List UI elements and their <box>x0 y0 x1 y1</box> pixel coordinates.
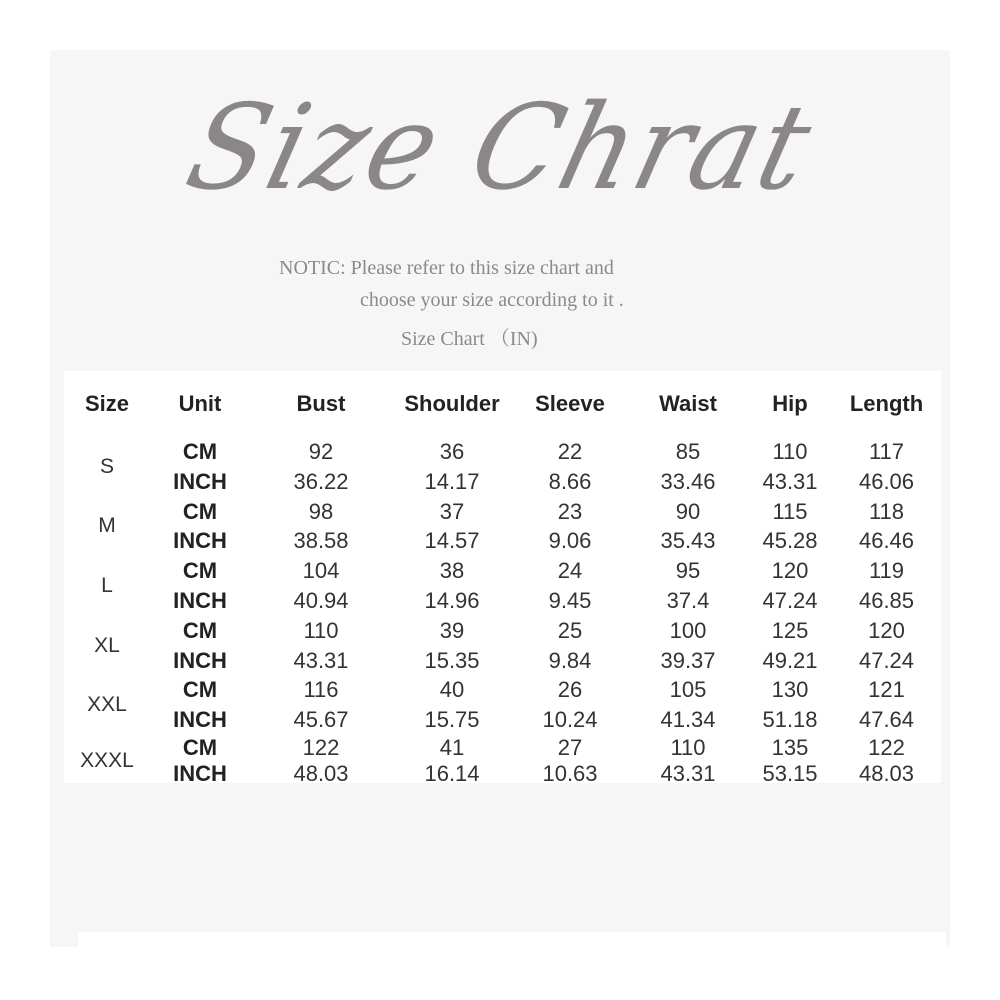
waist-cell: 100 <box>669 617 707 643</box>
shoulder-cell: 14.17 <box>424 468 480 494</box>
length-cell: 46.46 <box>858 528 915 554</box>
sleeve-cell: 23 <box>557 498 583 524</box>
unit-cell: CM <box>182 558 218 584</box>
header-shoulder: Shoulder <box>404 391 500 416</box>
table-row <box>64 675 941 705</box>
unit-cell: INCH <box>173 587 227 613</box>
shoulder-cell: 16.14 <box>424 760 480 786</box>
length-cell: 120 <box>868 617 905 643</box>
table-row <box>64 705 941 735</box>
waist-cell: 39.37 <box>660 647 716 673</box>
sleeve-cell: 22 <box>557 439 583 464</box>
waist-cell: 110 <box>670 734 706 760</box>
bust-cell: 45.67 <box>293 707 349 733</box>
waist-cell: 41.34 <box>660 707 716 733</box>
bottom-strip <box>78 932 946 947</box>
bust-cell: 116 <box>303 677 339 703</box>
table-row <box>64 761 941 787</box>
shoulder-cell: 14.96 <box>424 587 480 613</box>
sleeve-cell: 24 <box>557 558 583 584</box>
size-table-container <box>64 371 941 786</box>
waist-cell: 95 <box>675 558 701 584</box>
table-row <box>64 646 941 676</box>
unit-cell: INCH <box>173 468 227 494</box>
unit-cell: INCH <box>173 647 227 673</box>
size-table <box>64 371 941 787</box>
length-cell: 119 <box>868 558 905 584</box>
bust-cell: 38.58 <box>293 528 349 554</box>
size-cell: M <box>98 514 116 538</box>
sleeve-cell: 10.63 <box>542 760 598 786</box>
unit-cell: INCH <box>173 760 227 786</box>
length-cell: 47.24 <box>858 647 915 673</box>
waist-cell: 37.4 <box>666 587 710 613</box>
waist-cell: 105 <box>669 677 707 703</box>
header-unit: Unit <box>178 391 222 416</box>
unit-cell: INCH <box>173 707 227 733</box>
bust-cell: 98 <box>308 498 334 524</box>
bust-cell: 110 <box>303 617 339 643</box>
unit-cell: CM <box>182 734 218 760</box>
sleeve-cell: 26 <box>557 677 583 703</box>
table-caption: Size Chart （IN) <box>401 328 538 350</box>
sleeve-cell: 25 <box>557 617 583 643</box>
hip-cell: 43.31 <box>762 468 818 494</box>
table-row <box>64 526 941 556</box>
table-row <box>64 616 941 646</box>
size-cell: L <box>101 574 113 598</box>
bust-cell: 40.94 <box>293 587 349 613</box>
hip-cell: 130 <box>771 677 809 703</box>
hip-cell: 49.21 <box>762 647 818 673</box>
waist-cell: 33.46 <box>660 468 716 494</box>
sleeve-cell: 9.84 <box>548 647 592 673</box>
unit-cell: INCH <box>173 528 227 554</box>
bust-cell: 122 <box>302 734 340 760</box>
length-cell: 118 <box>868 498 905 524</box>
size-cell: XXL <box>87 693 127 717</box>
waist-cell: 43.31 <box>660 760 716 786</box>
size-cell: XL <box>94 633 120 657</box>
table-row <box>64 467 941 497</box>
sleeve-cell: 9.45 <box>548 587 592 613</box>
length-cell: 122 <box>868 734 905 760</box>
waist-cell: 90 <box>675 498 701 524</box>
header-length: Length <box>849 391 924 416</box>
length-cell: 48.03 <box>858 760 915 786</box>
header-sleeve: Sleeve <box>535 391 605 416</box>
table-row <box>64 437 941 467</box>
header-bust: Bust <box>296 391 346 416</box>
length-cell: 47.64 <box>858 707 915 733</box>
shoulder-cell: 40 <box>439 677 465 703</box>
sleeve-cell: 8.66 <box>548 468 592 494</box>
shoulder-cell: 39 <box>439 617 465 643</box>
bust-cell: 92 <box>308 439 334 464</box>
waist-cell: 85 <box>675 439 701 464</box>
length-cell: 117 <box>868 439 905 464</box>
header-waist: Waist <box>659 391 717 416</box>
shoulder-cell: 41 <box>439 734 465 760</box>
hip-cell: 53.15 <box>762 760 818 786</box>
table-header-row <box>64 371 941 437</box>
length-cell: 121 <box>868 677 905 703</box>
hip-cell: 120 <box>771 558 809 584</box>
shoulder-cell: 15.75 <box>424 707 480 733</box>
hip-cell: 135 <box>771 734 809 760</box>
unit-cell: CM <box>182 617 218 643</box>
bust-cell: 48.03 <box>293 760 349 786</box>
hip-cell: 45.28 <box>762 528 818 554</box>
unit-cell: CM <box>182 439 218 464</box>
header-size: Size <box>84 391 130 416</box>
bust-cell: 104 <box>302 558 340 584</box>
table-row <box>64 735 941 761</box>
notice-line-1: NOTIC: Please refer to this size chart and <box>279 257 614 279</box>
sleeve-cell: 10.24 <box>542 707 598 733</box>
shoulder-cell: 14.57 <box>424 528 480 554</box>
sleeve-cell: 9.06 <box>548 528 592 554</box>
hip-cell: 110 <box>772 439 808 464</box>
hip-cell: 115 <box>772 498 808 524</box>
table-body <box>64 437 941 787</box>
table-row <box>64 497 941 527</box>
unit-cell: CM <box>182 498 218 524</box>
bust-cell: 36.22 <box>293 468 349 494</box>
waist-cell: 35.43 <box>660 528 716 554</box>
bust-cell: 43.31 <box>293 647 349 673</box>
size-cell: XXXL <box>80 748 134 772</box>
table-row <box>64 586 941 616</box>
hip-cell: 125 <box>771 617 809 643</box>
shoulder-cell: 37 <box>439 498 465 524</box>
unit-cell: CM <box>182 677 218 703</box>
page-title: Size Chrat <box>174 79 826 217</box>
shoulder-cell: 36 <box>439 439 465 464</box>
length-cell: 46.85 <box>858 587 915 613</box>
header-hip: Hip <box>772 391 808 416</box>
shoulder-cell: 38 <box>439 558 465 584</box>
length-cell: 46.06 <box>858 468 915 494</box>
hip-cell: 47.24 <box>762 587 818 613</box>
table-row <box>64 556 941 586</box>
notice-line-2: choose your size according to it . <box>360 289 624 311</box>
shoulder-cell: 15.35 <box>424 647 480 673</box>
hip-cell: 51.18 <box>762 707 818 733</box>
size-cell: S <box>99 454 114 478</box>
sleeve-cell: 27 <box>557 734 583 760</box>
